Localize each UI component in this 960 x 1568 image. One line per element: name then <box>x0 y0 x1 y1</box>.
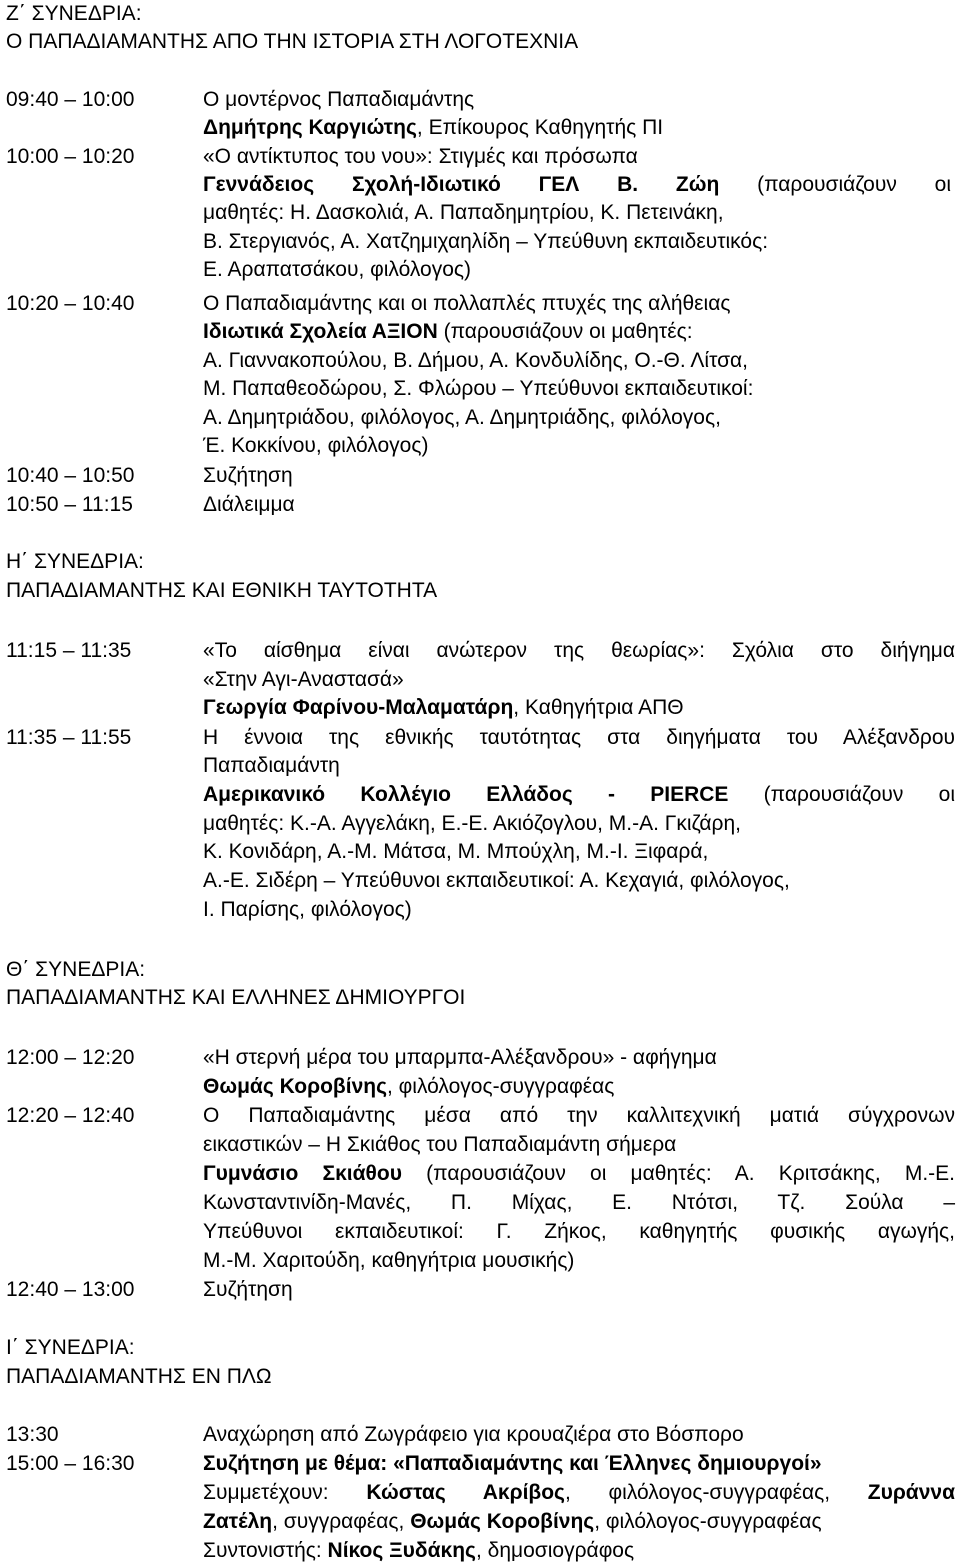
talk-title: Παπαδιαμάντη <box>203 754 340 777</box>
session-time: 12:00 – 12:20 <box>6 1046 135 1069</box>
session-subtitle: ΠΑΠΑΔΙΑΜΑΝΤΗΣ ΚΑΙ ΕΛΛΗΝΕΣ ΔΗΜΙΟΥΡΓΟΙ <box>6 986 466 1009</box>
session-time: 12:20 – 12:40 <box>6 1104 135 1127</box>
presenter-line: Α. Δημητριάδου, φιλόλογος, Α. Δημητριάδης, φιλόλογος, <box>203 406 721 429</box>
session-time: 09:40 – 10:00 <box>6 88 135 111</box>
moderator-line <box>203 1537 634 1565</box>
session-time: 15:00 – 16:30 <box>6 1452 135 1475</box>
presenter-text: (παρουσιάζουν οι <box>719 173 951 196</box>
speaker-affiliation: , Επίκουρος Καθηγητής ΠΙ <box>416 116 664 139</box>
talk-title: «Στην Αγι-Αναστασά» <box>203 668 404 691</box>
presenter-line <box>203 781 955 809</box>
session-title: Ι΄ ΣΥΝΕΔΡΙΑ: <box>6 1336 135 1359</box>
speaker-name: Θωμάς Κοροβίνης <box>410 1510 595 1533</box>
talk-title: Συζήτηση <box>203 464 293 487</box>
presenter-line: μαθητές: Η. Δασκολιά, Α. Παπαδημητρίου, Κ. Πετεινάκη, <box>203 201 724 224</box>
session-time: 11:15 – 11:35 <box>6 639 132 662</box>
speaker-name: Δημήτρης Καργιώτης <box>203 116 417 139</box>
participants-line <box>203 1508 822 1536</box>
speaker-affiliation: , συγγραφέας, <box>272 1510 411 1533</box>
session-time: 10:00 – 10:20 <box>6 145 135 168</box>
talk-title: Συζήτηση <box>203 1278 293 1301</box>
presenter-line: Ε. Αραπατσάκου, φιλόλογος) <box>203 258 472 281</box>
session-subtitle: Ο ΠΑΠΑΔΙΑΜΑΝΤΗΣ ΑΠΟ ΤΗΝ ΙΣΤΟΡΙΑ ΣΤΗ ΛΟΓΟΤΕΧΝΙΑ <box>6 30 579 53</box>
speaker-line <box>203 114 663 142</box>
session-title: Ζ΄ ΣΥΝΕΔΡΙΑ: <box>6 2 142 25</box>
presenter-line <box>203 318 693 346</box>
session-time: 13:30 <box>6 1423 59 1446</box>
speaker-line <box>203 694 684 722</box>
talk-title: εικαστικών – Η Σκιάθος του Παπαδιαμάντη σήμερα <box>203 1133 677 1156</box>
talk-title: Ο Παπαδιαμάντης και οι πολλαπλές πτυχές της αλήθειας <box>203 292 731 315</box>
moderator-affiliation: , δημοσιογράφος <box>475 1539 635 1562</box>
session-time: 12:40 – 13:00 <box>6 1278 135 1301</box>
school-name: Γεννάδειος Σχολή-Ιδιωτικό ΓΕΛ Β. Ζώη <box>203 173 720 196</box>
presenter-line: Β. Στεργιανός, Α. Χατζημιχαηλίδη – Υπεύθυνη εκπαιδευτικός: <box>203 230 769 253</box>
school-name: Ιδιωτικά Σχολεία ΑΞΙΟΝ <box>203 320 438 343</box>
speaker-name: Θωμάς Κοροβίνης <box>203 1075 387 1098</box>
presenter-line: Μ. Παπαθεοδώρου, Σ. Φλώρου – Υπεύθυνοι εκπαιδευτικοί: <box>203 377 754 400</box>
presenter-line: Ι. Παρίσης, φιλόλογος) <box>203 898 412 921</box>
session-time: 10:50 – 11:15 <box>6 493 133 516</box>
presenter-line: Μ.-Μ. Χαριτούδη, καθηγήτρια μουσικής) <box>203 1249 575 1272</box>
presenter-line: Κωνσταντινίδη-Μανές, Π. Μίχας, Ε. Ντότσι, Τζ. Σούλα – <box>203 1191 955 1214</box>
session-title: Θ΄ ΣΥΝΕΔΡΙΑ: <box>6 958 146 981</box>
presenter-line <box>203 1160 955 1188</box>
presenter-line: Κ. Κονιδάρη, Α.-Μ. Μάτσα, Μ. Μπούχλη, Μ.-Ι. Ξιφαρά, <box>203 840 709 863</box>
talk-title: «Το αίσθημα είναι ανώτερον της θεωρίας»: Σχόλια στο διήγημα <box>203 639 955 662</box>
moderator-label: Συντονιστής: <box>203 1539 328 1562</box>
talk-title: Ο Παπαδιαμάντης μέσα από την καλλιτεχνική ματιά σύγχρονων <box>203 1104 955 1127</box>
speaker-name: Γεωργία Φαρίνου-Μαλαματάρη <box>203 696 514 719</box>
presenter-text: (παρουσιάζουν οι <box>728 783 955 806</box>
moderator-name: Νίκος Ξυδάκης <box>327 1539 476 1562</box>
presenter-text: (παρουσιάζουν οι μαθητές: Α. Κριτσάκης, Μ.-Ε. <box>401 1162 955 1185</box>
speaker-name: Ζατέλη <box>203 1510 273 1533</box>
presenter-line: μαθητές: Κ.-Α. Αγγελάκη, Ε.-Ε. Ακιόζογλου, Μ.-Α. Γκιζάρη, <box>203 812 741 835</box>
presenter-line <box>203 171 951 199</box>
talk-title: «Η στερνή μέρα του μπαρμπα-Αλέξανδρου» - αφήγημα <box>203 1046 717 1069</box>
session-subtitle: ΠΑΠΑΔΙΑΜΑΝΤΗΣ ΕΝ ΠΛΩ <box>6 1365 272 1388</box>
speaker-name: Ζυράννα <box>867 1481 955 1504</box>
session-subtitle: ΠΑΠΑΔΙΑΜΑΝΤΗΣ ΚΑΙ ΕΘΝΙΚΗ ΤΑΥΤΟΤΗΤΑ <box>6 579 438 602</box>
presenter-line: Έ. Κοκκίνου, φιλόλογος) <box>203 434 429 457</box>
talk-title: Συζήτηση με θέμα: «Παπαδιαμάντης και Έλληνες δημιουργοί» <box>203 1452 822 1475</box>
session-title: Η΄ ΣΥΝΕΔΡΙΑ: <box>6 550 144 573</box>
talk-title: Η έννοια της εθνικής ταυτότητας στα διηγήματα του Αλέξανδρου <box>203 726 955 749</box>
speaker-name: Κώστας Ακρίβος <box>366 1481 565 1504</box>
session-time: 10:40 – 10:50 <box>6 464 135 487</box>
presenter-line: Α.-Ε. Σιδέρη – Υπεύθυνοι εκπαιδευτικοί: Α. Κεχαγιά, φιλόλογος, <box>203 869 790 892</box>
participants-label: Συμμετέχουν: <box>203 1481 367 1504</box>
talk-title: «Ο αντίκτυπος του νου»: Στιγμές και πρόσωπα <box>203 145 638 168</box>
talk-title: Διάλειμμα <box>203 493 295 516</box>
talk-title: Αναχώρηση από Ζωγράφειο για κρουαζιέρα στο Βόσπορο <box>203 1423 744 1446</box>
session-time: 11:35 – 11:55 <box>6 726 132 749</box>
presenter-line: Α. Γιαννακοπούλου, Β. Δήμου, Α. Κονδυλίδης, Ο.-Θ. Λίτσα, <box>203 349 749 372</box>
speaker-affiliation: , φιλόλογος-συγγραφέας, <box>564 1481 868 1504</box>
session-time: 10:20 – 10:40 <box>6 292 135 315</box>
presenter-line: Υπεύθυνοι εκπαιδευτικοί: Γ. Ζήκος, καθηγητής φυσικής αγωγής, <box>203 1220 955 1243</box>
speaker-affiliation: , φιλόλογος-συγγραφέας <box>387 1075 615 1098</box>
school-name: Αμερικανικό Κολλέγιο Ελλάδος - PIERCE <box>203 783 729 806</box>
school-name: Γυμνάσιο Σκιάθου <box>203 1162 402 1185</box>
speaker-line <box>203 1073 614 1101</box>
talk-title: Ο μοντέρνος Παπαδιαμάντης <box>203 88 475 111</box>
presenter-text: (παρουσιάζουν οι μαθητές: <box>437 320 693 343</box>
speaker-affiliation: , Καθηγήτρια ΑΠΘ <box>513 696 684 719</box>
participants-line <box>203 1479 955 1507</box>
speaker-affiliation: , φιλόλογος-συγγραφέας <box>594 1510 822 1533</box>
